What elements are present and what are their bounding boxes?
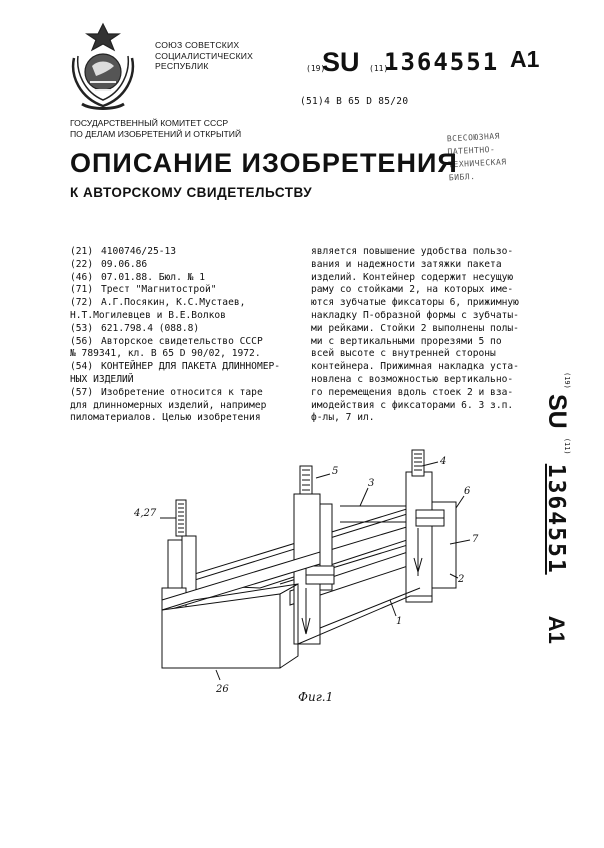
ussr-emblem-icon [62,20,144,112]
pub-country: SU [322,47,360,77]
biblio-row [70,412,300,425]
biblio-value: для длинномерных изделий, например [70,399,267,411]
biblio-value: пиломатериалов. Целью изобретения [70,412,261,424]
biblio-tag: (56) [70,335,94,347]
biblio-value: НЫХ ИЗДЕЛИЙ [70,373,134,385]
abstract-line: ми рейками. Стойки 2 выполнены полы- [311,322,519,334]
abstract-line: ются зубчатые фиксаторы 6, прижимную [311,297,519,309]
label-part-1: 1 [396,616,403,627]
ipc-class: (51)4 B 65 D 85/20 [300,96,409,107]
org-line: РЕСПУБЛИК [155,61,209,71]
biblio-row [70,400,300,413]
biblio-value: Н.Т.Могилевцев и В.Е.Волков [70,309,226,321]
biblio-row [70,297,300,310]
label-part-6: 6 [464,486,471,497]
stamp-line: ПАТЕНТНО- [447,144,496,157]
container-drawing [120,448,520,718]
side-kind: A1 [544,615,569,644]
biblio-tag: (71) [70,284,94,296]
biblio-value: Авторское свидетельство СССР [101,335,263,347]
abstract-line: новлена с возможностью вертикально- [311,373,514,385]
library-stamp [446,128,539,193]
biblio-row [70,259,300,272]
label-part-5: 5 [332,466,339,477]
biblio-tag: (46) [70,271,94,283]
label-part-2: 2 [458,574,465,585]
biblio-value: Трест "Магнитострой" [101,284,217,296]
figure-caption: Фиг.1 [298,690,334,704]
biblio-tag: (57) [70,386,94,398]
org-line: СОЦИАЛИСТИЧЕСКИХ [155,50,254,61]
biblio-row [70,336,300,349]
label-part-7: 7 [472,534,479,545]
biblio-tag: (22) [70,258,94,270]
abstract-line: раму со стойками 2, на которых име- [311,284,514,296]
biblio-row [70,310,300,323]
pub-kind: A1 [510,46,540,72]
biblio-value: № 789341, кл. B 65 D 90/02, 1972. [70,348,261,360]
label-part-26: 26 [216,684,229,695]
abstract-line: контейнера. Прижимная накладка уста- [311,361,519,373]
side-country: SU [543,393,571,429]
biblio-row [70,361,300,374]
stamp-line: БИБЛ. [448,171,476,183]
bibliographic-data [70,246,300,425]
side-code-11: (11) [563,437,571,455]
label-part-4: 4 [440,456,447,467]
abstract-line: накладку П-образной формы с зубчаты- [311,309,519,321]
pub-number: 1364551 [384,48,500,76]
abstract-line: изделий. Контейнер содержит несущую [311,271,514,283]
committee-name [70,118,241,140]
pub-code-11: (11) [369,64,389,73]
pub-code-19: (19) [306,64,326,73]
biblio-tag: (53) [70,322,94,334]
abstract-line: ми с вертикальными прорезями 5 по [311,335,502,347]
biblio-row [70,323,300,336]
abstract-line: всей высоте с внутренней стороны [311,348,496,360]
biblio-tag: (21) [70,246,94,257]
biblio-value: КОНТЕЙНЕР ДЛЯ ПАКЕТА ДЛИННОМЕР- [101,361,281,373]
stamp-line: ВСЕСОЮЗНАЯ [446,131,501,144]
document-subtitle: К АВТОРСКОМУ СВИДЕТЕЛЬСТВУ [70,185,313,200]
label-part-427: 4,27 [134,508,157,519]
abstract-line: го перемещения вдоль стоек 2 и вза- [311,386,514,398]
biblio-row [70,272,300,285]
biblio-value: 621.798.4 (088.8) [101,322,200,334]
abstract-line: является повышение удобства пользо- [311,246,514,257]
biblio-row [70,387,300,400]
side-code-19: (19) [563,372,571,389]
org-name [155,40,253,72]
biblio-value: 09.06.86 [101,258,148,270]
abstract-line: ф-лы, 7 ил. [311,412,375,424]
side-number: 1364551 [543,463,569,575]
biblio-value: А.Г.Посякин, К.С.Мустаев, [101,297,246,309]
side-publication-number [541,372,571,672]
committee-line: ПО ДЕЛАМ ИЗОБРЕТЕНИЙ И ОТКРЫТИЙ [70,129,242,139]
biblio-row [70,246,300,259]
document-title: ОПИСАНИЕ ИЗОБРЕТЕНИЯ [70,148,458,178]
abstract-line: имодействия с фиксаторами 6. 3 з.п. [311,399,514,411]
abstract-line: вания и надежности затяжки пакета [311,258,502,270]
biblio-value: 4100746/25-13 [101,246,177,257]
biblio-value: Изобретение относится к таре [101,386,263,398]
org-line: СОЮЗ СОВЕТСКИХ [155,40,240,50]
biblio-row [70,284,300,297]
biblio-row [70,348,300,361]
biblio-tag: (54) [70,361,94,373]
stamp-line: ТЕХНИЧЕСКАЯ [447,157,507,170]
biblio-value: 07.01.88. Бюл. № 1 [101,271,205,283]
biblio-row [70,374,300,387]
biblio-tag: (72) [70,297,94,309]
abstract-text [311,246,526,425]
label-part-3: 3 [368,478,375,489]
committee-line: ГОСУДАРСТВЕННЫЙ КОМИТЕТ СССР [70,118,229,128]
